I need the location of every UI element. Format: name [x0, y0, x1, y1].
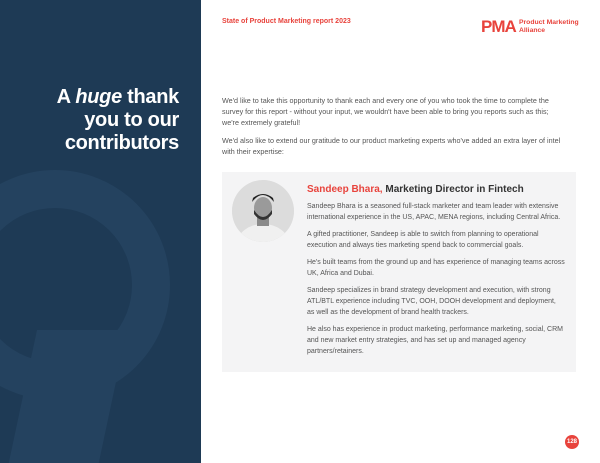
- bio-paragraph: He's built teams from the ground up and has experience of managing teams across UK, Africa and Dubai.: [307, 259, 565, 277]
- bio-paragraph: A gifted practitioner, Sandeep is able to switch from planning to operational execution and always ties marketing spend back to commercial goals.: [307, 231, 539, 249]
- contributor-card: [222, 172, 576, 372]
- intro-paragraph-2: We'd also like to extend our gratitude to our product marketing experts who've added an extra layer of intel with their expertise:: [222, 136, 561, 156]
- contributor-name: Sandeep Bhara,: [307, 184, 383, 195]
- bio-paragraph: Sandeep specializes in brand strategy development and execution, with strong ATL/BTL experience including TVC, OOH, DOOH development and deployment, as well as the development of brand health trackers.: [307, 287, 556, 316]
- contributor-role: Marketing Director in Fintech: [385, 184, 524, 195]
- page-number-badge: 128: [565, 435, 579, 449]
- title-line-3: contributors: [64, 132, 179, 154]
- logo-mark: PMA: [481, 17, 516, 36]
- bio-paragraph: He also has experience in product marketing, performance marketing, social, CRM and new market entry strategies, and has set up and managed agency partners/retainers.: [307, 326, 564, 355]
- title-word-a: A: [56, 86, 71, 108]
- avatar: [232, 180, 294, 242]
- intro-paragraph-1: We'd like to take this opportunity to thank each and every one of you who took the time to complete the survey for this report - without your input, we wouldn't have been able to bring you reports such as this; we're extremely grateful!: [222, 96, 549, 127]
- page-title: [57, 86, 179, 155]
- contributor-info: [307, 184, 565, 363]
- title-word-huge: huge: [75, 86, 122, 108]
- person-photo-icon: [232, 180, 294, 242]
- bio-paragraph: Sandeep Bhara is a seasoned full-stack marketer and team leader with extensive international experience in the US, APAC, MENA regions, including Central Africa.: [307, 203, 561, 221]
- sidebar-panel: [0, 0, 201, 463]
- title-line-1: [57, 86, 179, 109]
- intro-text: [222, 95, 567, 164]
- title-word-thank: thank: [127, 86, 179, 108]
- contributor-heading: [307, 184, 565, 195]
- logo-text: Product Marketing Alliance: [519, 19, 579, 34]
- title-line-2: you to our: [84, 109, 179, 131]
- report-title: State of Product Marketing report 2023: [222, 18, 351, 25]
